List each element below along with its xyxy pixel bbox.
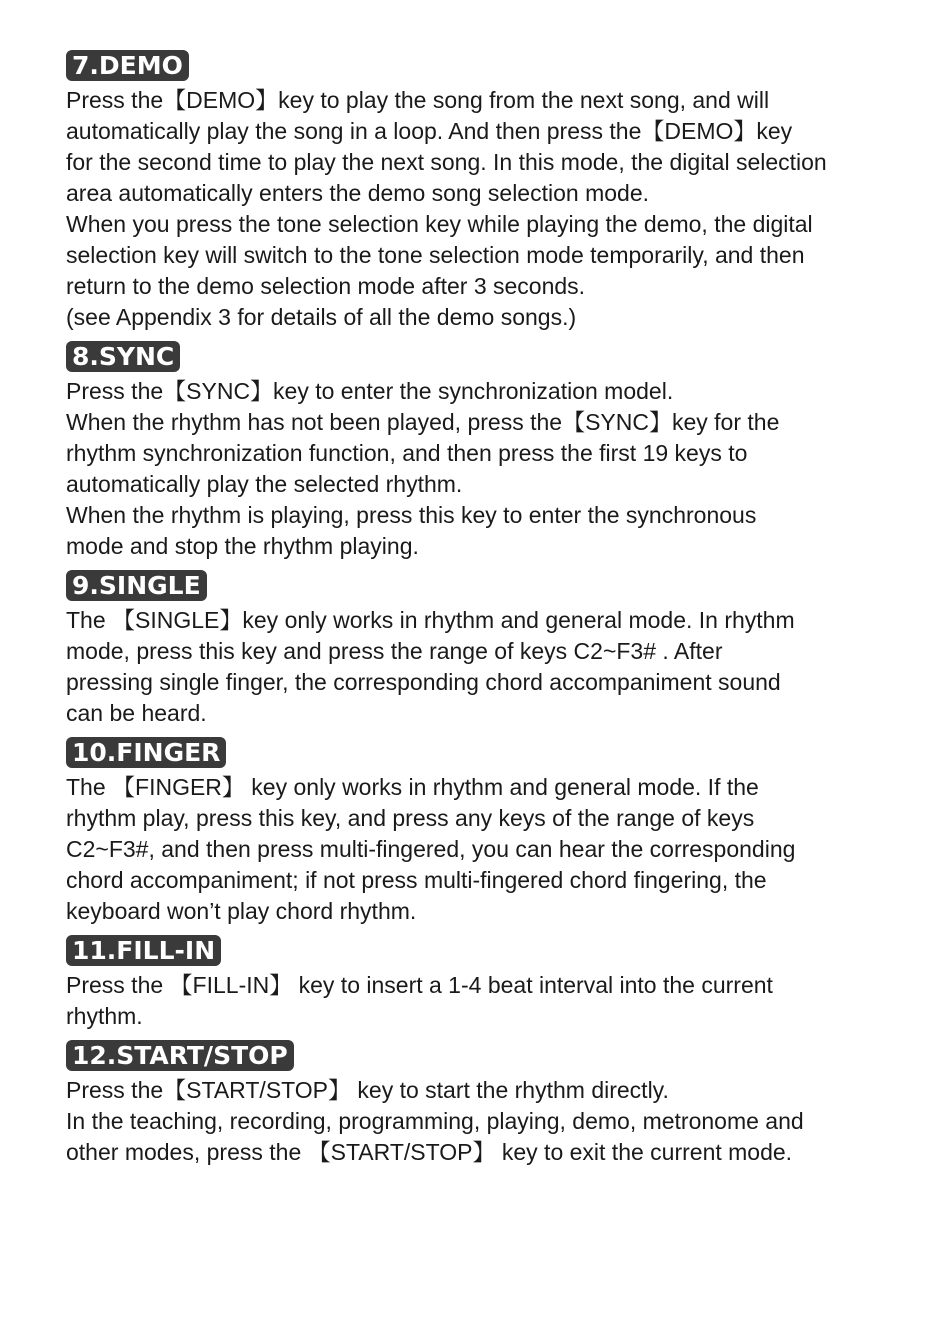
body-line: When the rhythm has not been played, press the【SYNC】key for the — [66, 409, 780, 435]
section-heading: 11.FILL-IN — [66, 935, 221, 966]
section-body — [66, 605, 906, 729]
section-body — [66, 970, 906, 1032]
section-body — [66, 85, 906, 333]
body-line: rhythm play, press this key, and press any keys of the range of keys — [66, 805, 755, 831]
body-line: The 【SINGLE】key only works in rhythm and general mode. In rhythm — [66, 607, 795, 633]
section-body — [66, 772, 906, 927]
section-sync — [66, 341, 906, 562]
body-line: The 【FINGER】 key only works in rhythm and general mode. If the — [66, 774, 759, 800]
section-demo — [66, 50, 906, 333]
body-line: other modes, press the 【START/STOP】 key to exit the current mode. — [66, 1139, 793, 1165]
body-line: C2~F3#, and then press multi-fingered, you can hear the corresponding — [66, 836, 796, 862]
body-line: automatically play the selected rhythm. — [66, 471, 463, 497]
section-single — [66, 570, 906, 729]
body-line: Press the【DEMO】key to play the song from the next song, and will — [66, 87, 770, 113]
section-fill-in — [66, 935, 906, 1032]
body-line: mode, press this key and press the range of keys C2~F3# . After — [66, 638, 723, 664]
body-line: mode and stop the rhythm playing. — [66, 533, 419, 559]
body-line: Press the【SYNC】key to enter the synchronization model. — [66, 378, 674, 404]
body-line: selection key will switch to the tone selection mode temporarily, and then — [66, 242, 805, 268]
section-body — [66, 1075, 906, 1168]
section-finger — [66, 737, 906, 927]
body-line: Press the【START/STOP】 key to start the rhythm directly. — [66, 1077, 669, 1103]
body-line: area automatically enters the demo song selection mode. — [66, 180, 649, 206]
manual-page — [66, 50, 906, 1168]
section-heading: 12.START/STOP — [66, 1040, 294, 1071]
section-heading: 10.FINGER — [66, 737, 226, 768]
section-start-stop — [66, 1040, 906, 1168]
body-line: rhythm synchronization function, and then press the first 19 keys to — [66, 440, 748, 466]
section-heading: 8.SYNC — [66, 341, 180, 372]
body-line: can be heard. — [66, 700, 207, 726]
body-line: keyboard won’t play chord rhythm. — [66, 898, 417, 924]
section-heading: 9.SINGLE — [66, 570, 207, 601]
body-line: (see Appendix 3 for details of all the demo songs.) — [66, 304, 577, 330]
body-line: rhythm. — [66, 1003, 143, 1029]
body-line: automatically play the song in a loop. And then press the【DEMO】key — [66, 118, 793, 144]
body-line: pressing single finger, the corresponding chord accompaniment sound — [66, 669, 781, 695]
body-line: When the rhythm is playing, press this key to enter the synchronous — [66, 502, 757, 528]
body-line: In the teaching, recording, programming, playing, demo, metronome and — [66, 1108, 804, 1134]
body-line: chord accompaniment; if not press multi-fingered chord fingering, the — [66, 867, 767, 893]
body-line: Press the 【FILL-IN】 key to insert a 1-4 beat interval into the current — [66, 972, 773, 998]
section-body — [66, 376, 906, 562]
body-line: for the second time to play the next song. In this mode, the digital selection — [66, 149, 827, 175]
body-line: return to the demo selection mode after 3 seconds. — [66, 273, 586, 299]
body-line: When you press the tone selection key while playing the demo, the digital — [66, 211, 813, 237]
section-heading: 7.DEMO — [66, 50, 189, 81]
